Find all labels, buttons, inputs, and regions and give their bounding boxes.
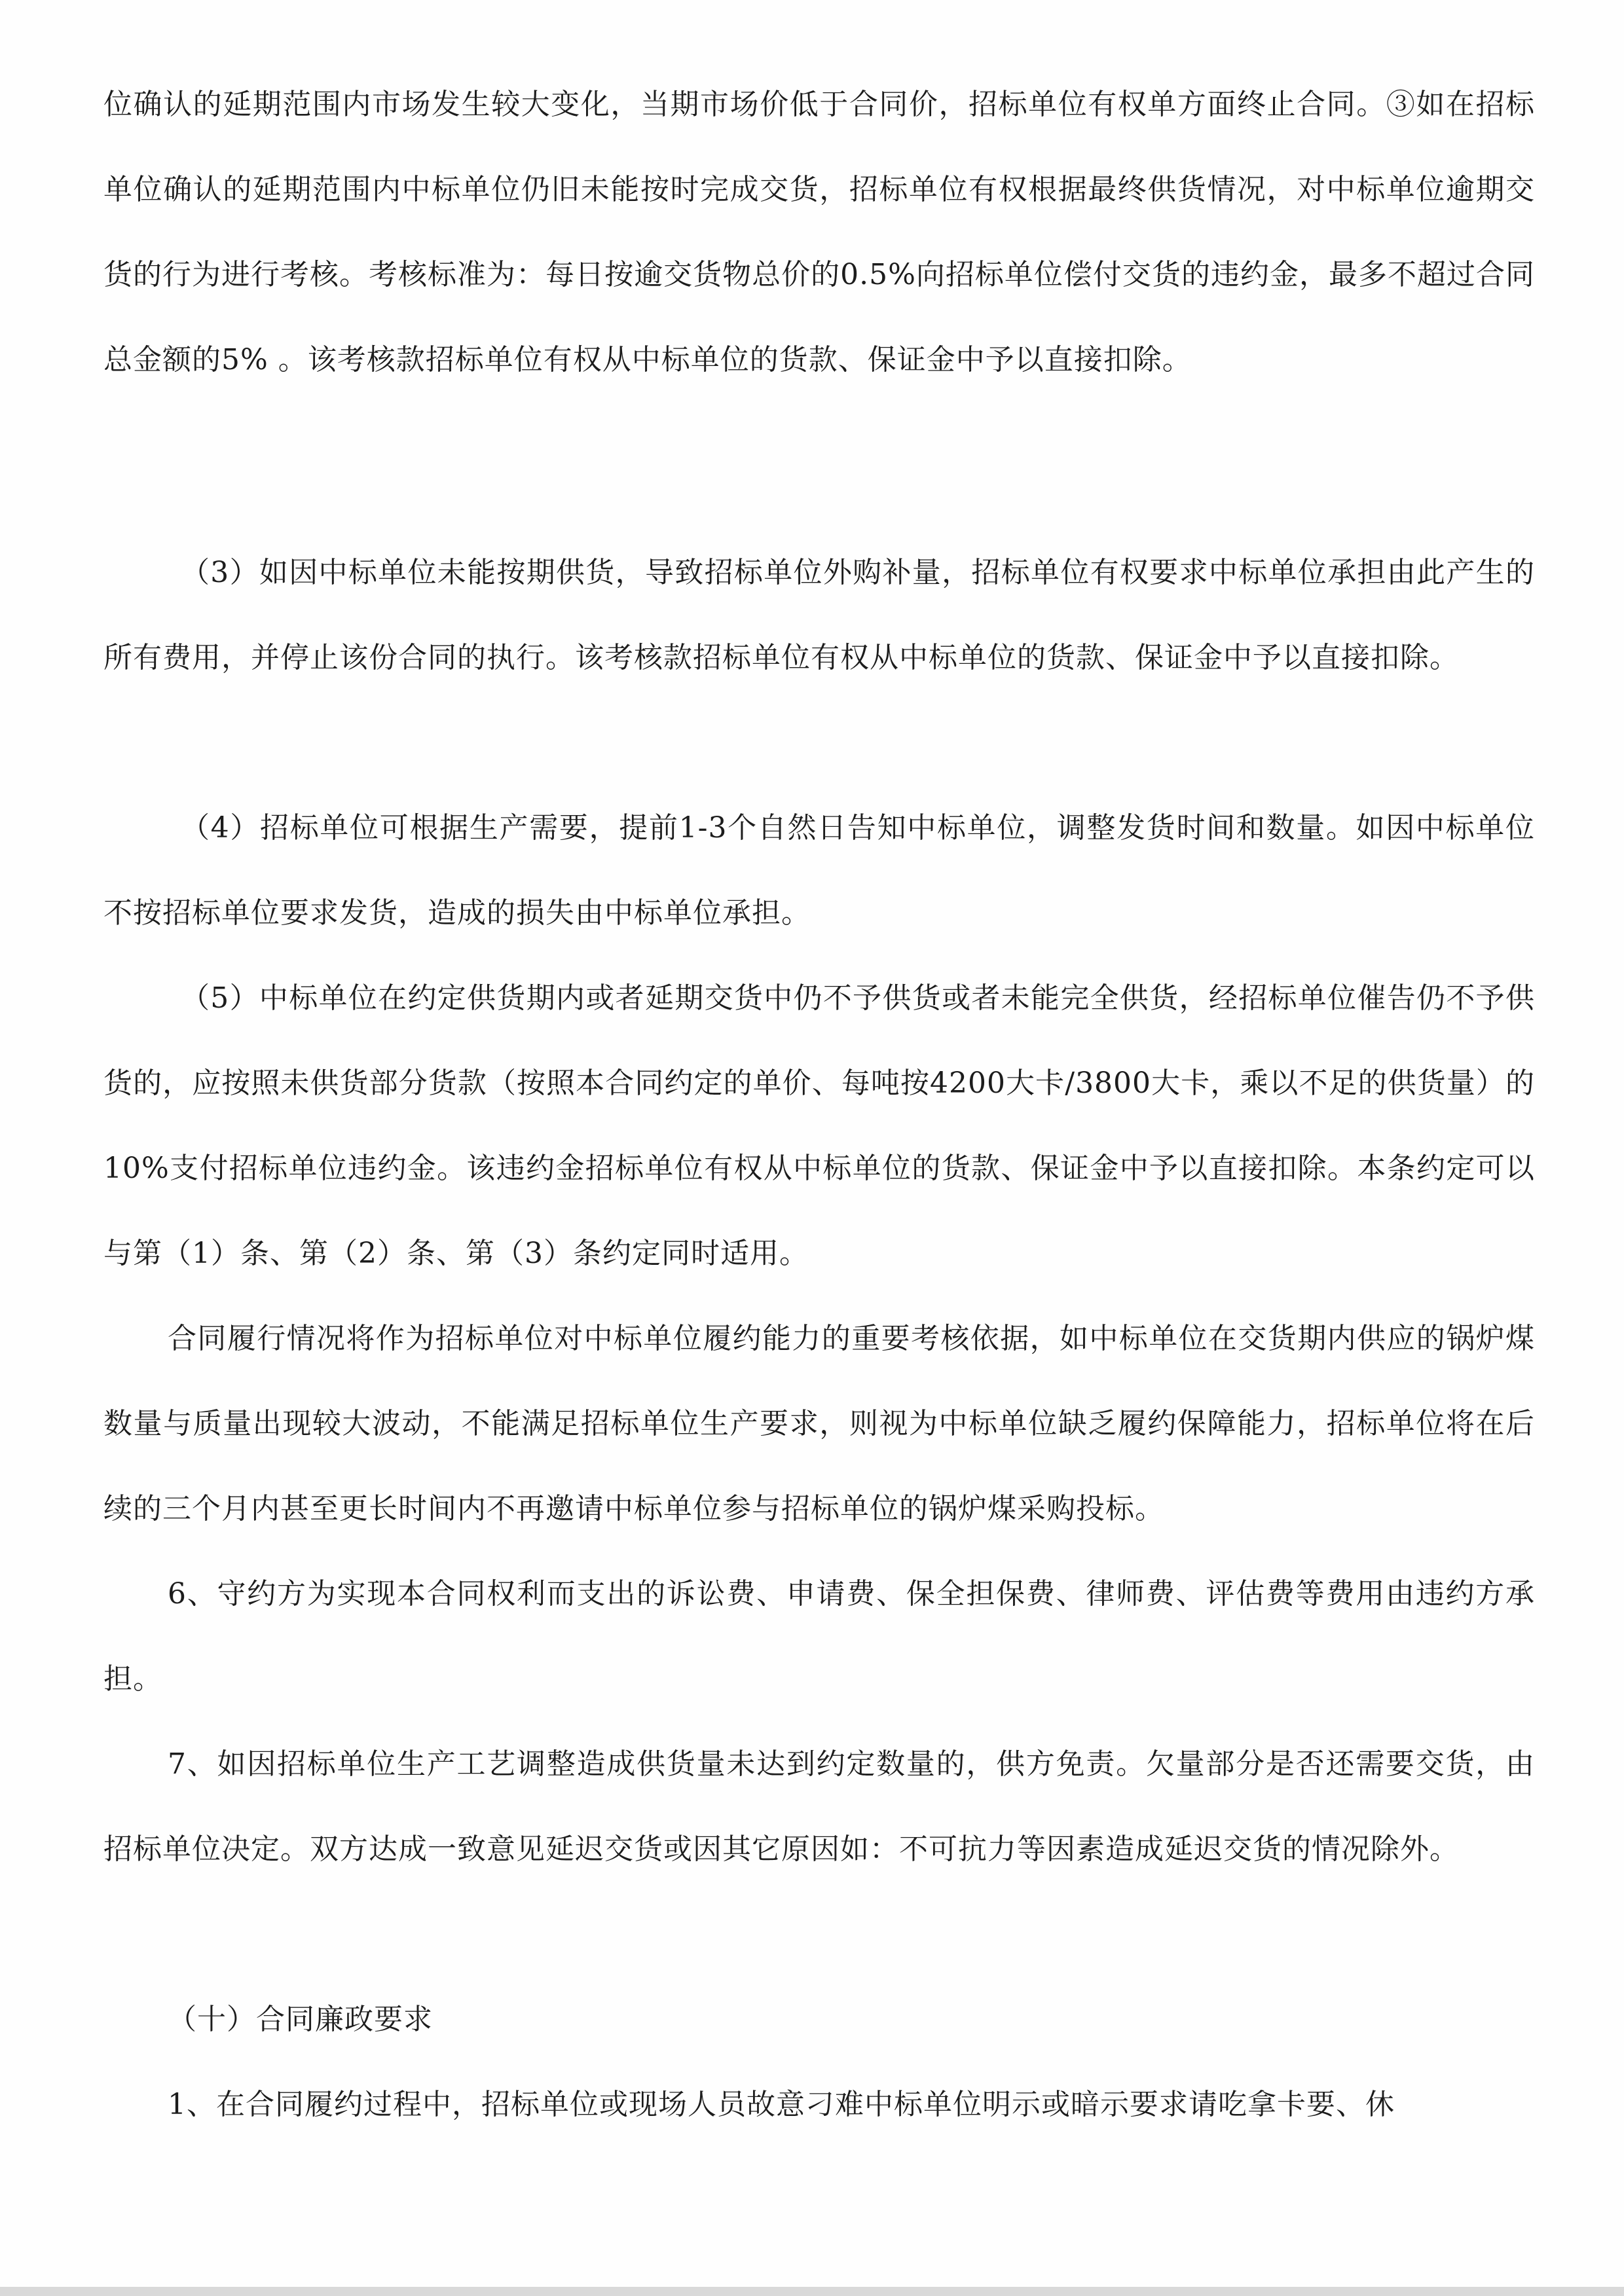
paragraph-item-3: （3）如因中标单位未能按期供货，导致招标单位外购补量，招标单位有权要求中标单位承担由此产生的所有费用，并停止该份合同的执行。该考核款招标单位有权从中标单位的货款、保证金中予以直接扣除。 — [103, 556, 1535, 674]
paragraph-clause-6: 6、守约方为实现本合同权利而支出的诉讼费、申请费、保全担保费、律师费、评估费等费用由违约方承担。 — [103, 1577, 1535, 1696]
paragraph-performance-assessment: 合同履行情况将作为招标单位对中标单位履约能力的重要考核依据，如中标单位在交货期内供应的锅炉煤数量与质量出现较大波动，不能满足招标单位生产要求，则视为中标单位缺乏履约保障能力，招标单位将在后续的三个月内甚至更长时间内不再邀请中标单位参与招标单位的锅炉煤采购投标。 — [103, 1322, 1535, 1525]
section-heading-integrity: （十）合同廉政要求 — [168, 2003, 433, 2036]
paragraph-clause-7: 7、如因招标单位生产工艺调整造成供货量未达到约定数量的，供方免责。欠量部分是否还需要交货，由招标单位决定。双方达成一致意见延迟交货或因其它原因如：不可抗力等因素造成延迟交货的情况除外。 — [103, 1747, 1535, 1866]
paragraph-integrity-clause-1: 1、在合同履约过程中，招标单位或现场人员故意刁难中标单位明示或暗示要求请吃拿卡要、休 — [168, 2088, 1395, 2121]
scan-bottom-edge — [0, 2287, 1624, 2296]
paragraph-delay-termination: 位确认的延期范围内市场发生较大变化，当期市场价低于合同价，招标单位有权单方面终止合同。③如在招标单位确认的延期范围内中标单位仍旧未能按时完成交货，招标单位有权根据最终供货情况，对中标单位逾期交货的行为进行考核。考核标准为：每日按逾交货物总价的0.5%向招标单位偿付交货的违约金，最多不超过合同总金额的5% 。该考核款招标单位有权从中标单位的货款、保证金中予以直接扣除。 — [103, 88, 1535, 376]
paragraph-item-5: （5）中标单位在约定供货期内或者延期交货中仍不予供货或者未能完全供货，经招标单位催告仍不予供货的，应按照未供货部分货款（按照本合同约定的单价、每吨按4200大卡/3800大卡，乘以不足的供货量）的10%支付招标单位违约金。该违约金招标单位有权从中标单位的货款、保证金中予以直接扣除。本条约定可以与第（1）条、第（2）条、第（3）条约定同时适用。 — [103, 981, 1535, 1270]
paragraph-item-4: （4）招标单位可根据生产需要，提前1-3个自然日告知中标单位，调整发货时间和数量。如因中标单位不按招标单位要求发货，造成的损失由中标单位承担。 — [103, 811, 1535, 930]
